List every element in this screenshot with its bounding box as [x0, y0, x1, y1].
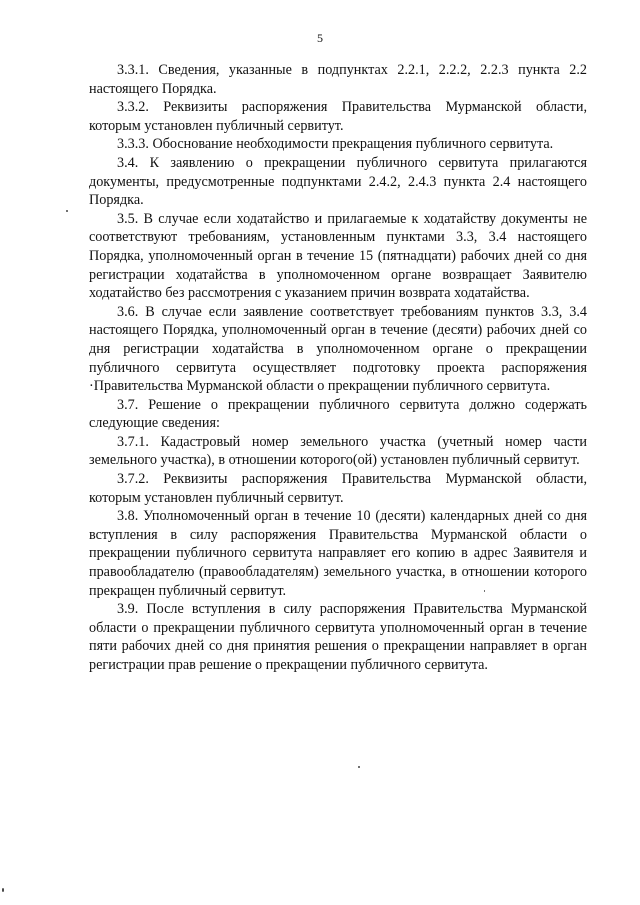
- page-number: 5: [317, 31, 323, 45]
- paragraph-3-4: 3.4. К заявлению о прекращении публичного сервитута прилагаются документы, предусмотренные подпунктами 2.4.2, 2.4.3 пункта 2.4 настоящего Порядка.: [89, 154, 587, 209]
- scan-speck: [2, 888, 4, 892]
- paragraph-3-7-2: 3.7.2. Реквизиты распоряжения Правительства Мурманской области, которым установлен публичный сервитут.: [89, 471, 587, 506]
- document-body: [89, 61, 587, 675]
- paragraph-3-3-1: 3.3.1. Сведения, указанные в подпунктах 2.2.1, 2.2.2, 2.2.3 пункта 2.2 настоящего Порядка.: [89, 62, 587, 97]
- paragraph-3-7-1: 3.7.1. Кадастровый номер земельного участка (учетный номер части земельного участка), в отношении которого(ой) установлен публичный сервитут.: [89, 433, 587, 469]
- paragraph-3-7: 3.7. Решение о прекращении публичного сервитута должно содержать следующие сведения:: [89, 396, 587, 432]
- paragraph-3-5: 3.5. В случае если ходатайство и прилагаемые к ходатайству документы не соответствуют требованиям, установленным пунктами 3.3, 3.4 настоящего Порядка, уполномоченный орган в течение 15 (пятнадцати) рабочих дней со дня регистрации ходатайства в уполномоченном органе возвращает Заявителю ходатайство без рассмотрения с указанием причин возврата ходатайства.: [89, 210, 587, 302]
- scan-speck: [66, 210, 68, 212]
- paragraph-3-3-3: 3.3.3. Обоснование необходимости прекращения публичного сервитута.: [117, 136, 554, 153]
- paragraph-3-9: 3.9. После вступления в силу распоряжения Правительства Мурманской области о прекращении публичного сервитута уполномоченный орган в течение пяти рабочих дней со дня принятия решения о прекращении направляет в орган регистрации прав решение о прекращении публичного сервитута.: [89, 601, 587, 673]
- scan-speck: [484, 590, 485, 592]
- paragraph-3-3-2: 3.3.2. Реквизиты распоряжения Правительства Мурманской области, которым установлен публичный сервитут.: [89, 99, 587, 134]
- paragraph-3-6: 3.6. В случае если заявление соответствует требованиям пунктов 3.3, 3.4 настоящего Порядка, уполномоченный орган в течение (десяти) рабочих дней со дня регистрации ходатайства в уполномоченном органе о прекращении публичного сервитута осуществляет подготовку проекта распоряжения ·Правительства Мурманской области о прекращении публичного сервитута.: [89, 303, 587, 395]
- paragraph-3-8: 3.8. Уполномоченный орган в течение 10 (десяти) календарных дней со дня вступления в силу распоряжения Правительства Мурманской области о прекращении публичного сервитута направляет его копию в адрес Заявителя и правообладателю (правообладателям) земельного участка, в отношении которого прекращен публичный сервитут.: [89, 508, 587, 599]
- scan-speck: [358, 766, 360, 768]
